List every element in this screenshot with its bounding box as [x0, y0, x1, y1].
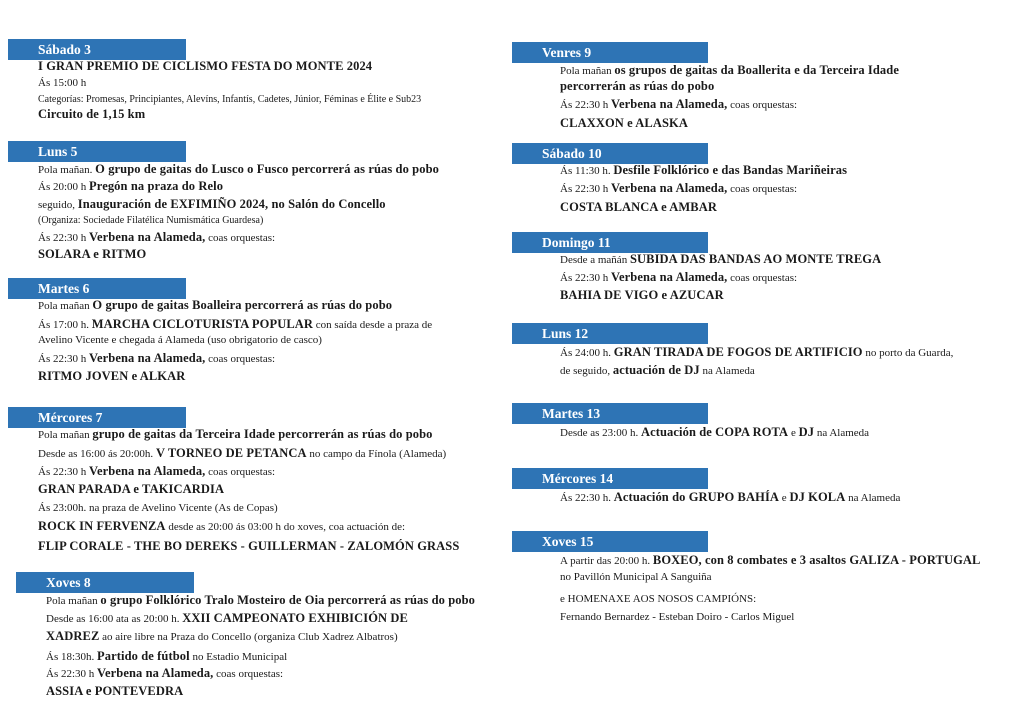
- event-line: [38, 426, 433, 443]
- event-text: coas orquestas:: [727, 183, 798, 195]
- event-highlight: Verbena na Alameda,: [89, 464, 206, 478]
- event-highlight: MARCHA CICLOTURISTA POPULAR: [91, 317, 314, 331]
- event-line: [38, 332, 322, 348]
- event-highlight: XXII CAMPEONATO EXHIBICIÓN DE: [182, 611, 408, 625]
- event-line: [38, 106, 145, 123]
- event-highlight: Verbena na Alameda,: [97, 666, 214, 680]
- event-highlight: COSTA BLANCA e AMBAR: [560, 200, 717, 214]
- event-text: Desde as 23:00 h.: [560, 427, 641, 439]
- event-highlight: Pregón na praza do Relo: [89, 179, 224, 193]
- event-text: Pola mañan: [38, 300, 93, 312]
- event-highlight: SUBIDA DAS BANDAS AO MONTE TREGA: [629, 252, 882, 266]
- event-highlight: GRAN PARADA e TAKICARDIA: [38, 482, 225, 496]
- event-line: [560, 569, 712, 585]
- day-header: Xoves 15: [512, 531, 708, 552]
- event-text: Ás 22:30 h: [46, 668, 98, 680]
- event-text: e HOMENAXE AOS NOSOS CAMPIÓNS:: [560, 593, 757, 605]
- event-line: [38, 350, 275, 367]
- event-line: [46, 665, 283, 682]
- event-highlight: BOXEO, con 8 combates e 3 asaltos GALIZA - PORTUGAL: [652, 553, 981, 567]
- event-highlight: Actuación do GRUPO BAHÍA: [613, 490, 780, 504]
- event-line: [560, 591, 756, 607]
- event-line: [560, 489, 900, 506]
- event-highlight: FLIP CORALE - THE BO DEREKS - GUILLERMAN - ZALOMÓN GRASS: [38, 539, 460, 553]
- event-highlight: XADREZ: [46, 629, 100, 643]
- event-line: [46, 628, 398, 645]
- event-text: no porto da Guarda,: [862, 347, 954, 359]
- event-highlight: SOLARA e RITMO: [38, 247, 147, 261]
- event-highlight: Partido de fútbol: [97, 649, 190, 663]
- event-text: Desde as 16:00 ata as 20:00 h.: [46, 613, 183, 625]
- event-line: [46, 683, 183, 700]
- event-line: [38, 212, 263, 229]
- event-line: [560, 344, 953, 361]
- event-text: Ás 22:30 h: [38, 353, 90, 365]
- event-highlight: Actuación de COPA ROTA: [640, 425, 789, 439]
- event-text: no Estadio Municipal: [189, 651, 288, 663]
- event-highlight: Desfile Folklórico e das Bandas Mariñeiras: [613, 163, 848, 177]
- event-highlight: BAHIA DE VIGO e AZUCAR: [560, 288, 724, 302]
- event-line: [46, 648, 287, 665]
- event-line: [38, 58, 372, 75]
- event-text: na Alameda: [814, 427, 870, 439]
- event-text: Pola mañan: [46, 595, 101, 607]
- event-highlight: grupo de gaitas da Terceira Idade percorrerán as rúas do pobo: [92, 427, 433, 441]
- day-header: Domingo 11: [512, 232, 708, 253]
- event-highlight: Inauguración de EXFIMIÑO 2024, no Salón do Concello: [77, 197, 386, 211]
- event-line: [38, 316, 432, 333]
- event-text: no campo da Fínola (Alameda): [306, 448, 447, 460]
- event-text: Ás 22:30 h: [38, 232, 90, 244]
- event-line: [38, 229, 275, 246]
- day-header: Venres 9: [512, 42, 708, 63]
- event-line: [560, 552, 980, 569]
- event-line: [38, 161, 439, 178]
- day-header: Luns 5: [8, 141, 186, 162]
- event-text: coas orquestas:: [727, 99, 798, 111]
- event-highlight: O grupo de gaitas do Lusco o Fusco percorrerá as rúas do pobo: [95, 162, 439, 176]
- event-line: [38, 246, 146, 263]
- event-line: [560, 609, 794, 625]
- event-line: [46, 610, 408, 627]
- event-line: [38, 178, 223, 195]
- event-text: Desde as 16:00 ás 20:00h.: [38, 448, 156, 460]
- event-highlight: O grupo de gaitas Boalleira percorrerá as rúas do pobo: [92, 298, 393, 312]
- event-text: no Pavillón Municipal A Sanguiña: [560, 571, 712, 583]
- event-line: [560, 199, 717, 216]
- event-highlight: GRAN TIRADA DE FOGOS DE ARTIFICIO: [613, 345, 863, 359]
- event-highlight: DJ KOLA: [789, 490, 846, 504]
- event-text: Ás 22:30 h: [560, 272, 612, 284]
- day-header: Mércores 7: [8, 407, 186, 428]
- event-line: [38, 75, 86, 91]
- event-text: Ás 22:30 h.: [560, 492, 614, 504]
- event-line: [38, 481, 224, 498]
- event-text: ao aire libre na Praza do Concello (organiza Club Xadrez Albatros): [99, 631, 398, 643]
- day-header: Mércores 14: [512, 468, 708, 489]
- event-text: e: [779, 492, 790, 504]
- event-highlight: V TORNEO DE PETANCA: [155, 446, 307, 460]
- event-text: de seguido,: [560, 365, 613, 377]
- event-highlight: CLAXXON e ALASKA: [560, 116, 688, 130]
- day-header: Sábado 3: [8, 39, 186, 60]
- day-header: Martes 13: [512, 403, 708, 424]
- event-line: [560, 115, 688, 132]
- event-highlight: Verbena na Alameda,: [611, 97, 728, 111]
- event-text: Ás 24:00 h.: [560, 347, 614, 359]
- day-header: Xoves 8: [16, 572, 194, 593]
- event-text: na Alameda: [845, 492, 901, 504]
- event-text: Ás 23:00h. na praza de Avelino Vicente (As de Copas): [38, 502, 278, 514]
- event-line: [38, 518, 405, 535]
- event-highlight: actuación de DJ: [612, 363, 700, 377]
- event-text: coas orquestas:: [205, 353, 276, 365]
- event-text: (Organiza: Sociedade Filatélica Numismática Guardesa): [38, 215, 264, 226]
- event-text: e: [788, 427, 799, 439]
- event-text: Ás 20:00 h: [38, 181, 90, 193]
- event-text: Desde a mañán: [560, 254, 630, 266]
- event-text: Avelino Vicente e chegada á Alameda (uso obrigatorio de casco): [38, 334, 322, 346]
- event-text: Pola mañan.: [38, 164, 96, 176]
- event-highlight: RITMO JOVEN e ALKAR: [38, 369, 186, 383]
- event-highlight: percorrerán as rúas do pobo: [560, 79, 715, 93]
- event-line: [38, 297, 392, 314]
- event-line: [560, 269, 797, 286]
- event-line: [560, 362, 755, 379]
- event-text: Ás 15:00 h: [38, 77, 87, 89]
- event-line: [38, 196, 386, 213]
- event-text: con saída desde a praza de: [313, 319, 433, 331]
- event-highlight: DJ: [798, 425, 815, 439]
- event-line: [38, 368, 185, 385]
- event-line: [560, 96, 797, 113]
- event-text: seguido,: [38, 199, 78, 211]
- event-text: Pola mañan: [560, 65, 615, 77]
- event-highlight: Verbena na Alameda,: [89, 351, 206, 365]
- event-highlight: Verbena na Alameda,: [611, 181, 728, 195]
- event-text: Fernando Bernardez - Esteban Doiro - Carlos Miguel: [560, 611, 795, 623]
- event-text: Ás 22:30 h: [38, 466, 90, 478]
- event-text: na Alameda: [699, 365, 755, 377]
- event-text: A partir das 20:00 h.: [560, 555, 653, 567]
- event-text: Ás 22:30 h: [560, 99, 612, 111]
- event-line: [560, 251, 881, 268]
- event-line: [560, 78, 714, 95]
- event-line: [38, 463, 275, 480]
- event-highlight: o grupo Folklórico Tralo Mosteiro de Oia percorrerá as rúas do pobo: [100, 593, 476, 607]
- event-line: [38, 500, 278, 516]
- event-line: [38, 445, 446, 462]
- event-highlight: ASSIA e PONTEVEDRA: [46, 684, 184, 698]
- event-line: [560, 180, 797, 197]
- event-highlight: Verbena na Alameda,: [611, 270, 728, 284]
- event-text: Ás 11:30 h.: [560, 165, 614, 177]
- day-header: Luns 12: [512, 323, 708, 344]
- event-highlight: ROCK IN FERVENZA: [38, 519, 166, 533]
- event-text: Ás 22:30 h: [560, 183, 612, 195]
- event-line: [46, 592, 475, 609]
- event-text: desde as 20:00 ás 03:00 h do xoves, coa actuación de:: [165, 521, 406, 533]
- event-text: Categorías: Promesas, Principiantes, Alevíns, Infantís, Cadetes, Júnior, Féminas e Élite e Sub23: [38, 94, 422, 105]
- event-highlight: I GRAN PREMIO DE CICLISMO FESTA DO MONTE 2024: [38, 59, 373, 73]
- event-line: [560, 424, 869, 441]
- event-highlight: Circuito de 1,15 km: [38, 107, 146, 121]
- event-text: coas orquestas:: [727, 272, 798, 284]
- event-line: [560, 287, 724, 304]
- event-highlight: Verbena na Alameda,: [89, 230, 206, 244]
- day-header: Sábado 10: [512, 143, 708, 164]
- event-line: [38, 538, 459, 555]
- event-line: [560, 62, 899, 79]
- event-text: coas orquestas:: [213, 668, 284, 680]
- day-header: Martes 6: [8, 278, 186, 299]
- event-highlight: os grupos de gaitas da Boallerita e da Terceira Idade: [614, 63, 899, 77]
- event-text: coas orquestas:: [205, 466, 276, 478]
- event-text: Pola mañan: [38, 429, 93, 441]
- event-text: Ás 17:00 h.: [38, 319, 92, 331]
- event-text: coas orquestas:: [205, 232, 276, 244]
- event-text: Ás 18:30h.: [46, 651, 98, 663]
- event-line: [560, 162, 847, 179]
